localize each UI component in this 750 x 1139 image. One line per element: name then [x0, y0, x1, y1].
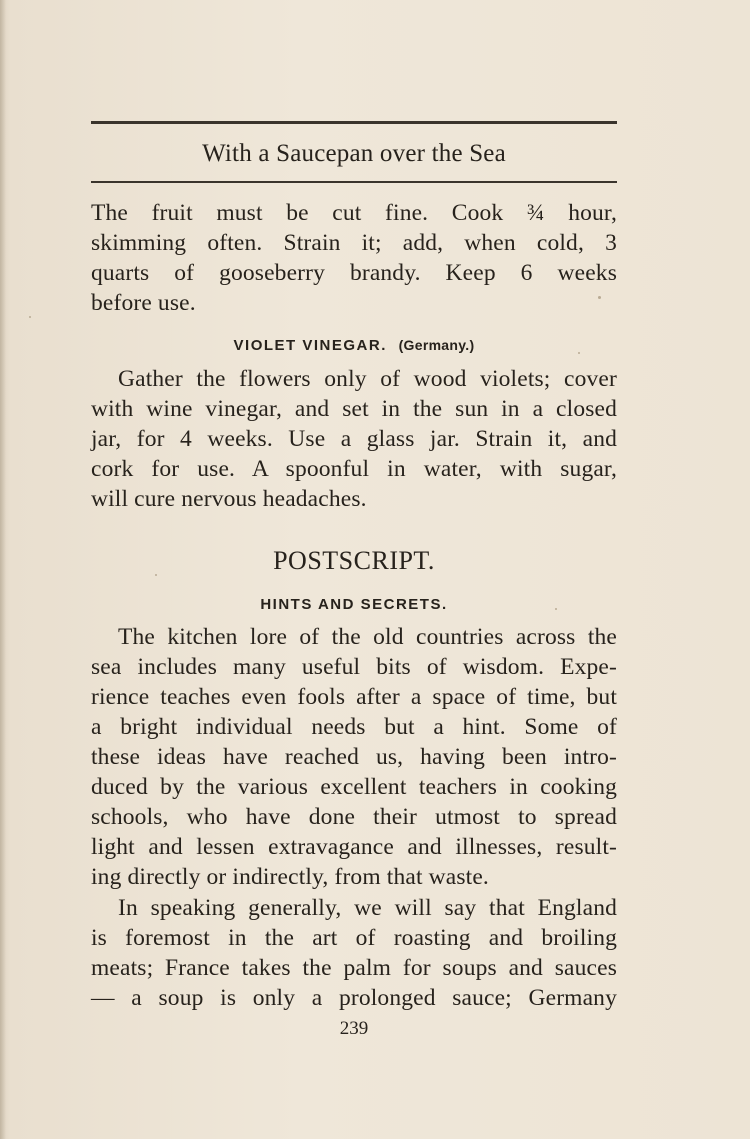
page-number: 239 — [339, 1018, 369, 1039]
header-rule-top — [91, 121, 617, 124]
paper-speck — [598, 296, 601, 299]
paper-speck — [578, 352, 580, 354]
text-line: a bright individual needs but a hint. Some of — [91, 714, 617, 740]
text-line: jar, for 4 weeks. Use a glass jar. Strain it, and — [91, 426, 617, 452]
text-line: is foremost in the art of roasting and broiling — [91, 925, 617, 951]
running-head: With a Saucepan over the Sea — [202, 140, 506, 167]
text-line: In speaking generally, we will say that England — [118, 895, 617, 921]
header-rule-bottom — [91, 181, 617, 183]
recipe-title: VIOLET VINEGAR. — [233, 337, 387, 354]
text-line: these ideas have reached us, having been intro- — [91, 744, 617, 770]
continuation-paragraph — [91, 198, 617, 318]
text-line: — a soup is only a prolonged sauce; Germany — [91, 985, 617, 1011]
text-line: sea includes many useful bits of wisdom. Expe- — [91, 654, 617, 680]
text-line: before use. — [91, 290, 196, 316]
paper-speck — [555, 608, 557, 610]
violet-vinegar-paragraph — [91, 364, 617, 514]
text-line: The fruit must be cut fine. Cook ¾ hour, — [91, 200, 617, 226]
spine-shadow — [0, 0, 6, 1139]
text-line: The kitchen lore of the old countries across the — [118, 624, 617, 650]
text-line: quarts of gooseberry brandy. Keep 6 weeks — [91, 260, 617, 286]
text-line: cork for use. A spoonful in water, with sugar, — [91, 456, 617, 482]
postscript-paragraph-2 — [91, 893, 617, 1013]
text-line: Gather the flowers only of wood violets; cover — [118, 366, 617, 392]
text-line: schools, who have done their utmost to spread — [91, 804, 617, 830]
text-line: meats; France takes the palm for soups and sauces — [91, 955, 617, 981]
text-line: with wine vinegar, and set in the sun in a closed — [91, 396, 617, 422]
recipe-origin: (Germany.) — [398, 337, 475, 353]
paper-speck — [155, 574, 157, 576]
text-line: light and lessen extravagance and illnesses, result- — [91, 834, 617, 860]
recipe-heading — [91, 335, 617, 356]
text-line: skimming often. Strain it; add, when cold, 3 — [91, 230, 617, 256]
text-line: duced by the various excellent teachers in cooking — [91, 774, 617, 800]
postscript-subtitle: HINTS AND SECRETS. — [260, 596, 448, 613]
postscript-paragraph-1 — [91, 622, 617, 892]
text-line: rience teaches even fools after a space of time, but — [91, 684, 617, 710]
text-line: will cure nervous headaches. — [91, 486, 367, 512]
paper-speck — [29, 316, 31, 318]
postscript-title: POSTSCRIPT. — [273, 546, 435, 575]
text-line: ing directly or indirectly, from that waste. — [91, 864, 489, 890]
